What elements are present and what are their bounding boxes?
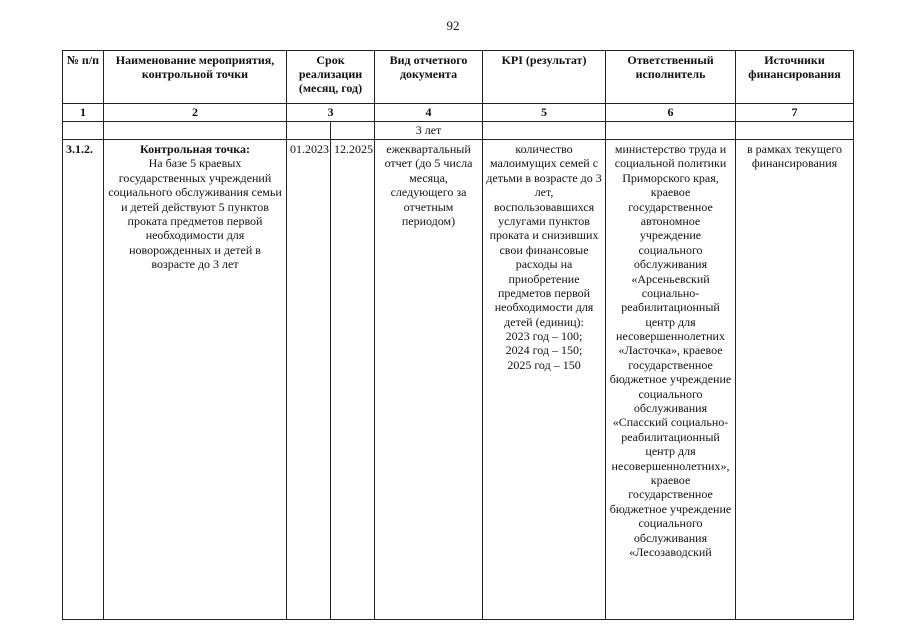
header-kpi: KPI (результат) bbox=[483, 51, 606, 104]
page-number: 92 bbox=[446, 18, 460, 33]
row-kpi-cell bbox=[483, 140, 606, 620]
kpi-text: количество малоимущих семей с детьми в возрасте до 3 лет, воспользовавшихся услугами пунктов проката и снизивших свои финансовые расходы на приобретение предметов первой необходимости для детей (единиц): bbox=[486, 142, 602, 329]
header-responsible: Ответственный исполнитель bbox=[606, 51, 736, 104]
header-financing: Источники финансирования bbox=[736, 51, 854, 104]
column-number-row bbox=[63, 104, 854, 122]
header-term: Срок реализации (месяц, год) bbox=[287, 51, 375, 104]
row-number: 3.1.2. bbox=[63, 140, 104, 620]
col-number-5: 5 bbox=[483, 104, 606, 122]
header-num: № п/п bbox=[63, 51, 104, 104]
continuation-row bbox=[63, 122, 854, 140]
col-number-1: 1 bbox=[63, 104, 104, 122]
header-doc: Вид отчетного документа bbox=[375, 51, 483, 104]
col-number-4: 4 bbox=[375, 104, 483, 122]
control-point-description: На базе 5 краевых государственных учреждений социального обслуживания семьи и детей действуют 5 пунктов проката предметов первой необходимости для новорожденных и детей в возрасте до 3 лет bbox=[108, 156, 282, 272]
plan-table bbox=[62, 50, 854, 620]
col-number-3: 3 bbox=[287, 104, 375, 122]
col-number-6: 6 bbox=[606, 104, 736, 122]
row-start-date: 01.2023 bbox=[287, 140, 331, 620]
header-name: Наименование мероприятия, контрольной точки bbox=[104, 51, 287, 104]
header-row bbox=[63, 51, 854, 104]
row-name-cell bbox=[104, 140, 287, 620]
row-end-date: 12.2025 bbox=[331, 140, 375, 620]
continued-text: 3 лет bbox=[375, 122, 483, 140]
row-report-doc: ежеквартальный отчет (до 5 числа месяца, следующего за отчетным периодом) bbox=[375, 140, 483, 620]
row-responsible: министерство труда и социальной политики Приморского края, краевое государственное автономное учреждение социального обслуживания «Арсеньевский социально-реабилитационный центр для несовершеннолетних «Ласточка», краевое государственное бюджетное учреждение социального обслуживания «Спасский социально-реабилитационный центр для несовершеннолетних», краевое государственное бюджетное учреждение социального обслуживания «Лесозаводский bbox=[606, 140, 736, 620]
control-point-title: Контрольная точка: bbox=[140, 142, 250, 156]
table-row bbox=[63, 140, 854, 620]
kpi-value-2025: 2025 год – 150 bbox=[507, 357, 581, 372]
col-number-2: 2 bbox=[104, 104, 287, 122]
row-financing: в рамках текущего финансирования bbox=[736, 140, 854, 620]
kpi-value-2024: 2024 год – 150; bbox=[505, 343, 583, 358]
col-number-7: 7 bbox=[736, 104, 854, 122]
kpi-value-2023: 2023 год – 100; bbox=[505, 329, 583, 344]
